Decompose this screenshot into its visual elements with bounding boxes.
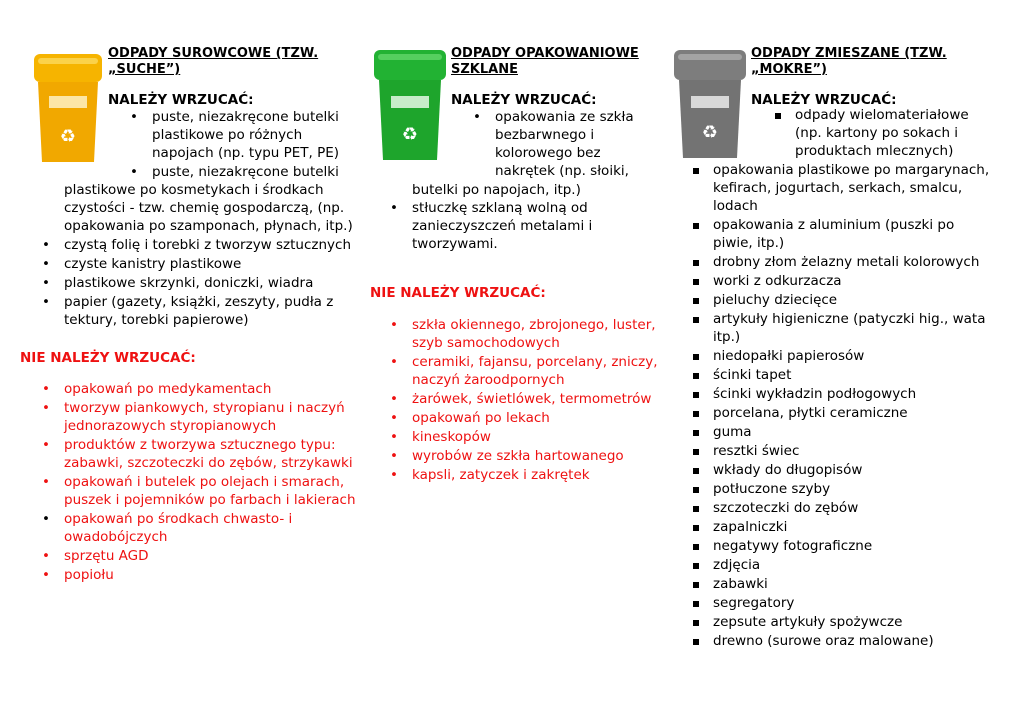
col2-list-2: [390, 199, 622, 254]
list-item-text: drewno (surowe oraz malowane): [713, 633, 934, 649]
list-item: [713, 385, 993, 403]
list-item-text: guma: [713, 424, 752, 440]
bullet-icon: •: [42, 381, 50, 397]
list-item-text: wyrobów ze szkła hartowanego: [412, 448, 624, 464]
square-bullet-icon: [693, 392, 699, 398]
list-item-text: niedopałki papierosów: [713, 348, 865, 364]
yellow-bin-icon: [32, 50, 104, 168]
list-item: [42, 547, 364, 565]
square-bullet-icon: [775, 113, 781, 119]
list-item: [42, 436, 364, 472]
list-item: [713, 442, 993, 460]
svg-text:♻: ♻: [401, 124, 419, 145]
list-item-text: zdjęcia: [713, 557, 761, 573]
col1-title: ODPADY SUROWCOWE (TZW. „SUCHE”): [108, 46, 319, 77]
list-item-text: plastikowe skrzynki, doniczki, wiadra: [64, 275, 314, 291]
square-bullet-icon: [693, 260, 699, 266]
list-item: [130, 163, 352, 181]
list-item: [713, 161, 993, 215]
list-item-text: papier (gazety, książki, zeszyty, pudła z tektury, torebki papierowe): [64, 294, 334, 328]
list-item-text: czystą folię i torebki z tworzyw sztucznych: [64, 237, 352, 253]
square-bullet-icon: [693, 563, 699, 569]
list-item: [713, 575, 993, 593]
col3-list: [713, 161, 993, 651]
bullet-icon: •: [130, 164, 138, 180]
col2-yes-heading: NALEŻY WRZUCAĆ:: [451, 92, 597, 108]
list-item-text: wkłady do długopisów: [713, 462, 863, 478]
list-item: [713, 556, 993, 574]
list-item: [42, 380, 364, 398]
list-item-text: kineskopów: [412, 429, 491, 445]
list-item-text: ścinki tapet: [713, 367, 792, 383]
square-bullet-icon: [693, 223, 699, 229]
bullet-icon: •: [390, 410, 398, 426]
list-item: [713, 423, 993, 441]
square-bullet-icon: [693, 487, 699, 493]
square-bullet-icon: [693, 544, 699, 550]
list-item: [713, 404, 993, 422]
list-item-text: worki z odkurzacza: [713, 273, 842, 289]
list-item: [713, 291, 993, 309]
list-item-text: zepsute artykuły spożywcze: [713, 614, 903, 630]
list-item-text: tworzyw piankowych, styropianu i naczyń jednorazowych styropianowych: [64, 400, 345, 434]
bullet-icon: •: [42, 256, 50, 272]
list-item-text: zapalniczki: [713, 519, 788, 535]
bullet-icon: •: [42, 400, 50, 416]
list-item: [390, 316, 662, 352]
list-item-text: resztki świec: [713, 443, 800, 459]
col1-yes-heading: NALEŻY WRZUCAĆ:: [108, 92, 254, 108]
list-item: [390, 447, 662, 465]
bullet-icon: •: [42, 294, 50, 310]
bullet-icon: •: [390, 200, 398, 216]
list-item-text: stłuczkę szklaną wolną od zanieczyszczeń metalami i tworzywami.: [412, 200, 593, 252]
list-item-text: pieluchy dziecięce: [713, 292, 838, 308]
bullet-icon: •: [42, 548, 50, 564]
list-item-text: opakowań po medykamentach: [64, 381, 272, 397]
col3-yes-heading: NALEŻY WRZUCAĆ:: [751, 92, 897, 108]
list-item: [390, 409, 662, 427]
list-item: [42, 274, 364, 292]
list-item-text: drobny złom żelazny metali kolorowych: [713, 254, 980, 270]
list-item-text: odpady wielomateriałowe (np. kartony po sokach i produktach mlecznych): [795, 107, 969, 159]
square-bullet-icon: [693, 279, 699, 285]
list-item-text: opakowania plastikowe po margarynach, kefirach, jogurtach, serkach, smalcu, lodach: [713, 162, 990, 214]
col1-no-list: [42, 380, 364, 585]
bullet-icon: •: [390, 429, 398, 445]
col1-no-heading: NIE NALEŻY WRZUCAĆ:: [20, 350, 196, 366]
bullet-icon: •: [390, 317, 398, 333]
list-item-text: czyste kanistry plastikowe: [64, 256, 242, 272]
list-item: [42, 236, 364, 254]
list-item: [713, 461, 993, 479]
bullet-icon: •: [42, 275, 50, 291]
list-item: [42, 399, 364, 435]
list-item-text: opakowań po środkach chwasto- i owadobójczych: [64, 511, 293, 545]
bullet-icon: •: [42, 511, 50, 527]
bullet-icon: •: [390, 354, 398, 370]
list-item: [713, 216, 993, 252]
list-item-text: ceramiki, fajansu, porcelany, zniczy, naczyń żaroodpornych: [412, 354, 658, 388]
list-item: [42, 510, 364, 546]
list-item-text: zabawki: [713, 576, 768, 592]
square-bullet-icon: [693, 639, 699, 645]
square-bullet-icon: [693, 525, 699, 531]
list-item: [390, 466, 662, 484]
bullet-icon: •: [42, 237, 50, 253]
square-bullet-icon: [693, 620, 699, 626]
list-item: [42, 293, 364, 329]
list-item-text: segregatory: [713, 595, 795, 611]
bullet-icon: •: [42, 437, 50, 453]
list-item: [795, 106, 975, 160]
bullet-icon: •: [473, 109, 481, 125]
list-item: [713, 594, 993, 612]
green-bin-icon: [372, 46, 448, 164]
list-item-text: negatywy fotograficzne: [713, 538, 873, 554]
col1-yes-list: [42, 236, 364, 330]
svg-text:♻: ♻: [59, 126, 77, 147]
square-bullet-icon: [693, 411, 699, 417]
square-bullet-icon: [693, 430, 699, 436]
list-item-text: kapsli, zatyczek i zakrętek: [412, 467, 590, 483]
col2-list-top: [473, 108, 645, 181]
col2-title: ODPADY OPAKOWANIOWE SZKLANE: [451, 46, 639, 77]
col2-no-heading: NIE NALEŻY WRZUCAĆ:: [370, 285, 546, 301]
square-bullet-icon: [693, 373, 699, 379]
square-bullet-icon: [693, 582, 699, 588]
square-bullet-icon: [693, 298, 699, 304]
list-item-text: opakowań i butelek po olejach i smarach, puszek i pojemników po farbach i lakierach: [64, 474, 356, 508]
list-item-text: puste, niezakręcone butelki: [152, 164, 339, 180]
list-item-text: artykuły higieniczne (patyczki hig., wata itp.): [713, 311, 986, 345]
list-item: [713, 310, 993, 346]
square-bullet-icon: [693, 168, 699, 174]
col3-title: ODPADY ZMIESZANE (TZW. „MOKRE”): [751, 46, 947, 77]
square-bullet-icon: [693, 506, 699, 512]
list-item: [713, 272, 993, 290]
list-item: [130, 108, 352, 162]
list-item: [713, 613, 993, 631]
square-bullet-icon: [693, 468, 699, 474]
list-item: [42, 473, 364, 509]
list-item: [42, 566, 364, 584]
bullet-icon: •: [390, 448, 398, 464]
bullet-icon: •: [42, 474, 50, 490]
square-bullet-icon: [693, 601, 699, 607]
list-item-text: opakowania z aluminium (puszki po piwie, itp.): [713, 217, 955, 251]
col1-bullet-list-top: [130, 108, 352, 182]
gray-bin-icon: [672, 46, 748, 162]
col3-list-top: [795, 106, 975, 161]
list-item-text: opakowań po lekach: [412, 410, 550, 426]
list-item: [713, 537, 993, 555]
list-item: [713, 347, 993, 365]
list-item-text: popiołu: [64, 567, 114, 583]
list-item-text: szczoteczki do zębów: [713, 500, 859, 516]
list-item: [390, 353, 662, 389]
col2-item1-continued: butelki po napojach, itp.): [412, 182, 581, 198]
col1-item2-continued: plastikowe po kosmetykach i środkach czystości - tzw. chemię gospodarczą, (np. opakowania po szamponach, płynach, itp.): [64, 182, 353, 234]
list-item: [713, 480, 993, 498]
list-item-text: produktów z tworzywa sztucznego typu: zabawki, szczoteczki do zębów, strzykawki: [64, 437, 353, 471]
bullet-icon: •: [390, 467, 398, 483]
list-item-text: szkła okiennego, zbrojonego, luster, szyb samochodowych: [412, 317, 656, 351]
bullet-icon: •: [130, 109, 138, 125]
list-item-text: porcelana, płytki ceramiczne: [713, 405, 908, 421]
list-item-text: opakowania ze szkła bezbarwnego i kolorowego bez nakrętek (np. słoiki,: [495, 109, 634, 179]
list-item-text: ścinki wykładzin podłogowych: [713, 386, 917, 402]
square-bullet-icon: [693, 354, 699, 360]
list-item-text: puste, niezakręcone butelki plastikowe po różnych napojach (np. typu PET, PE): [152, 109, 340, 161]
bullet-icon: •: [390, 391, 398, 407]
bullet-icon: •: [42, 567, 50, 583]
list-item: [42, 255, 364, 273]
list-item: [713, 518, 993, 536]
list-item: [713, 632, 993, 650]
svg-text:♻: ♻: [701, 122, 719, 143]
col2-no-list: [390, 316, 662, 485]
list-item-text: sprzętu AGD: [64, 548, 149, 564]
list-item-text: potłuczone szyby: [713, 481, 831, 497]
square-bullet-icon: [693, 317, 699, 323]
list-item: [713, 253, 993, 271]
list-item: [713, 499, 993, 517]
list-item: [473, 108, 645, 180]
list-item-text: żarówek, świetlówek, termometrów: [412, 391, 652, 407]
list-item: [390, 199, 622, 253]
list-item: [713, 366, 993, 384]
square-bullet-icon: [693, 449, 699, 455]
list-item: [390, 428, 662, 446]
list-item: [390, 390, 662, 408]
